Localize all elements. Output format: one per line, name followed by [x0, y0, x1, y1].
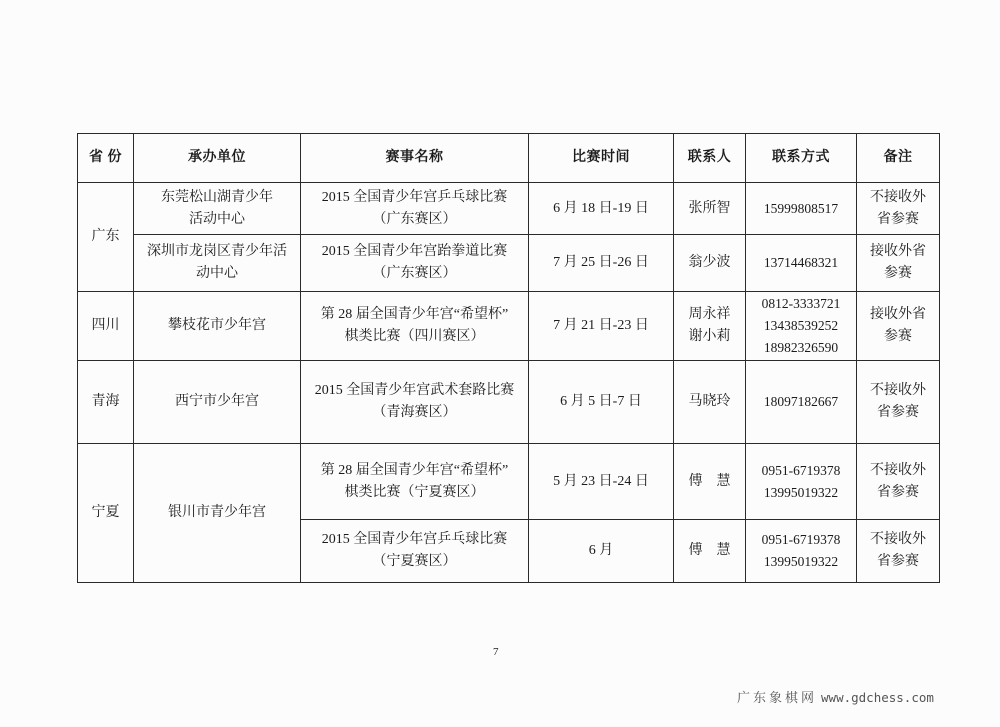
events-table — [77, 133, 940, 583]
event-cell — [301, 183, 529, 235]
watermark-site-url: www.gdchess.com — [821, 690, 934, 705]
table-row — [78, 444, 940, 520]
host-line: 活动中心 — [189, 211, 245, 227]
province-cell — [78, 292, 134, 361]
province-cell — [78, 444, 134, 583]
contact-cell — [674, 292, 746, 361]
phone-number: 18097182667 — [763, 394, 839, 409]
contact-cell — [674, 235, 746, 292]
contact-name: 傅 慧 — [688, 543, 731, 558]
note-cell — [857, 235, 940, 292]
contact-cell — [674, 361, 746, 444]
event-date: 5 月 23 日-24 日 — [553, 473, 649, 489]
province-cell — [78, 183, 134, 292]
table-row — [78, 235, 940, 292]
header-date: 比赛时间 — [529, 134, 674, 183]
province-name: 四川 — [91, 318, 120, 333]
phone-number: 13995019322 — [763, 484, 839, 500]
note-line: 省参赛 — [877, 484, 919, 500]
date-cell — [529, 520, 674, 583]
note-cell — [857, 520, 940, 583]
note-line: 参赛 — [884, 266, 912, 281]
event-cell — [301, 520, 529, 583]
note-cell — [857, 361, 940, 444]
event-line: 2015 全国青少年宫跆拳道比赛 — [321, 244, 508, 259]
phone-number: 13438539252 — [763, 318, 839, 333]
contact-cell — [674, 520, 746, 583]
date-cell — [529, 183, 674, 235]
host-cell — [134, 361, 301, 444]
phone-number: 0951-6719378 — [761, 462, 841, 478]
event-line: （宁夏赛区） — [372, 554, 457, 569]
event-line: （广东赛区） — [372, 211, 457, 227]
event-line: （广东赛区） — [372, 266, 457, 281]
note-cell — [857, 292, 940, 361]
phone-number: 15999808517 — [763, 200, 839, 216]
host-cell — [134, 444, 301, 583]
province-cell — [78, 361, 134, 444]
note-cell — [857, 444, 940, 520]
phone-number: 13995019322 — [763, 554, 839, 569]
note-line: 不接收外 — [870, 532, 926, 547]
note-line: 省参赛 — [877, 405, 919, 420]
event-line: 棋类比赛（四川赛区） — [344, 329, 485, 344]
note-line: 不接收外 — [870, 462, 926, 478]
contact-cell — [674, 183, 746, 235]
date-cell — [529, 235, 674, 292]
host-line: 深圳市龙岗区青少年活 — [147, 244, 287, 259]
host-line: 攀枝花市少年宫 — [168, 318, 266, 333]
table-row — [78, 292, 940, 361]
header-host: 承办单位 — [134, 134, 301, 183]
contact-name: 傅 慧 — [688, 473, 731, 489]
event-date: 6 月 18 日-19 日 — [553, 200, 649, 216]
phone-number: 0812-3333721 — [761, 296, 841, 311]
contact-name: 周永祥 — [688, 307, 731, 322]
event-date: 7 月 21 日-23 日 — [553, 318, 649, 333]
note-line: 接收外省 — [870, 244, 926, 259]
host-cell — [134, 235, 301, 292]
contact-name: 马晓玲 — [688, 394, 731, 409]
phone-number: 0951-6719378 — [761, 532, 841, 547]
event-date: 6 月 — [588, 543, 614, 558]
event-cell — [301, 292, 529, 361]
page-number: 7 — [493, 646, 499, 658]
table-row — [78, 361, 940, 444]
header-event: 赛事名称 — [301, 134, 529, 183]
phone-cell — [746, 292, 857, 361]
phone-number: 18982326590 — [763, 340, 839, 355]
event-line: 第 28 届全国青少年宫“希望杯” — [320, 307, 509, 322]
event-line: （青海赛区） — [372, 405, 457, 420]
note-line: 参赛 — [884, 329, 912, 344]
header-contact: 联系人 — [674, 134, 746, 183]
note-line: 不接收外 — [870, 383, 926, 398]
phone-cell — [746, 444, 857, 520]
date-cell — [529, 292, 674, 361]
province-name: 青海 — [91, 394, 120, 409]
event-line: 第 28 届全国青少年宫“希望杯” — [320, 462, 509, 478]
phone-cell — [746, 183, 857, 235]
header-note: 备注 — [857, 134, 940, 183]
note-cell — [857, 183, 940, 235]
date-cell — [529, 361, 674, 444]
watermark-site-name: 广东象棋网 — [737, 691, 818, 706]
phone-cell — [746, 520, 857, 583]
event-line: 棋类比赛（宁夏赛区） — [344, 484, 485, 500]
host-line: 银川市青少年宫 — [168, 505, 266, 520]
header-row — [78, 134, 940, 183]
note-line: 省参赛 — [877, 211, 919, 227]
host-cell — [134, 292, 301, 361]
event-date: 6 月 5 日-7 日 — [560, 394, 642, 409]
event-cell — [301, 444, 529, 520]
host-cell — [134, 183, 301, 235]
note-line: 省参赛 — [877, 554, 919, 569]
host-line: 西宁市少年宫 — [175, 394, 259, 409]
event-line: 2015 全国青少年宫乒乓球比赛 — [321, 532, 508, 547]
contact-name: 张所智 — [688, 200, 731, 216]
note-line: 接收外省 — [870, 307, 926, 322]
host-line: 东莞松山湖青少年 — [161, 189, 273, 205]
phone-cell — [746, 235, 857, 292]
header-phone: 联系方式 — [746, 134, 857, 183]
province-name: 宁夏 — [91, 505, 120, 520]
phone-cell — [746, 361, 857, 444]
contact-cell — [674, 444, 746, 520]
contact-name: 翁少波 — [688, 255, 731, 270]
phone-number: 13714468321 — [763, 255, 839, 270]
host-line: 动中心 — [196, 266, 238, 281]
event-cell — [301, 361, 529, 444]
event-line: 2015 全国青少年宫乒乓球比赛 — [321, 189, 508, 205]
event-date: 7 月 25 日-26 日 — [553, 255, 649, 270]
watermark — [737, 688, 934, 708]
province-name: 广东 — [91, 229, 120, 244]
date-cell — [529, 444, 674, 520]
event-line: 2015 全国青少年宫武术套路比赛 — [314, 383, 515, 398]
note-line: 不接收外 — [870, 189, 926, 205]
header-province: 省 份 — [78, 134, 134, 183]
event-cell — [301, 235, 529, 292]
table-row — [78, 183, 940, 235]
contact-name: 谢小莉 — [688, 329, 731, 344]
